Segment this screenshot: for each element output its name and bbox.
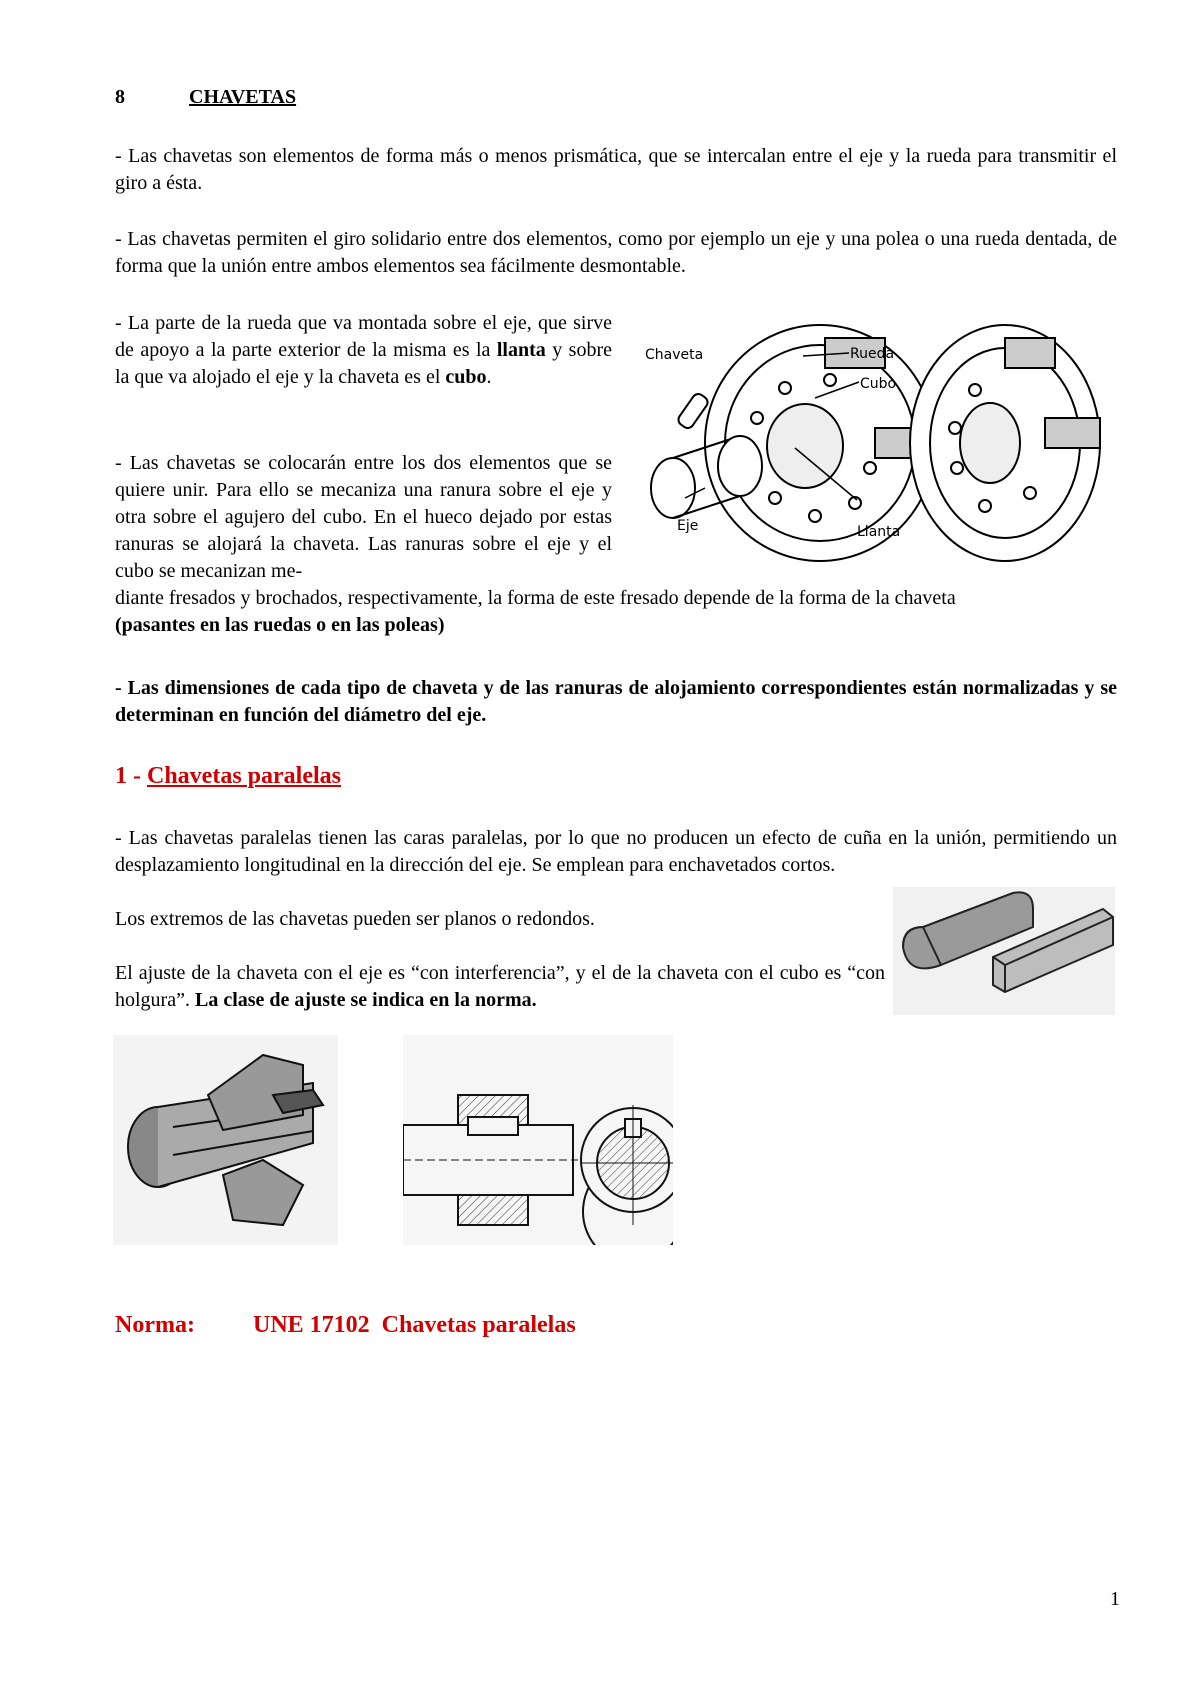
norma-line [115, 1312, 576, 1339]
label-cubo: Cubo [860, 376, 897, 392]
ajuste-note: La clase de ajuste se indica en la norma. [194, 989, 537, 1011]
paragraph-paralelas: - Las chavetas paralelas tienen las caras paralelas, por lo que no producen un efecto de cuña en la unión, permitiendo un desplazamiento longitudinal en la dirección del eje. Se emplean para enchavetados cortos. [115, 827, 1117, 876]
paragraph-2: - Las chavetas permiten el giro solidario entre dos elementos, como por ejemplo un eje y una polea o una rueda dentada, de forma que la unión entre ambos elementos sea fácilmente desmontable. [115, 228, 1117, 277]
parallel-keys-illustration [893, 887, 1115, 1015]
section-name: Chavetas paralelas [147, 763, 341, 789]
norma-value: UNE 17102 Chavetas paralelas [253, 1312, 576, 1338]
label-rueda: Rueda [850, 346, 895, 362]
label-chaveta: Chaveta [645, 347, 704, 363]
paragraph-normalizadas: - Las dimensiones de cada tipo de chaveta y de las ranuras de alojamiento correspondientes están normalizadas y se determinan en función del diámetro del eje. [115, 677, 1117, 726]
paragraph-pasantes: (pasantes en las ruedas o en las poleas) [115, 614, 445, 636]
label-llanta: Llanta [857, 524, 901, 540]
key-cross-section-drawing [403, 1035, 673, 1245]
section-title [115, 763, 341, 790]
term-llanta: llanta [496, 339, 546, 361]
paragraph-fresado: diante fresados y brochados, respectivamente, la forma de este fresado depende de la forma de la chaveta [115, 587, 956, 609]
paragraph-1: - Las chavetas son elementos de forma más o menos prismática, que se intercalan entre el eje y la rueda para transmitir el giro a ésta. [115, 145, 1117, 194]
wheel-key-diagram [645, 318, 1115, 568]
paragraph-llanta-cubo: - La parte de la rueda que va montada sobre el eje, que sirve de apoyo a la parte exterior de la misma es la llanta y sobre la que va alojado el eje y la chaveta es el cubo. [115, 312, 612, 388]
chapter-number: 8 [115, 86, 125, 108]
term-cubo: cubo [445, 366, 487, 388]
chapter-heading [115, 86, 296, 109]
label-eje: Eje [677, 518, 699, 534]
assembled-shaft-illustration [113, 1035, 338, 1245]
chapter-title: CHAVETAS [189, 86, 297, 108]
paragraph-ranuras: - Las chavetas se colocarán entre los dos elementos que se quiere unir. Para ello se mecaniza una ranura sobre el eje y otra sobre el agujero del cubo. En el hueco dejado por estas ranuras se alojará la chaveta. Las ranuras sobre el eje y el cubo se mecanizan me- [115, 452, 612, 582]
paragraph-extremos: Los extremos de las chavetas pueden ser planos o redondos. [115, 908, 595, 930]
page-number: 1 [1110, 1588, 1120, 1610]
paragraph-ajuste: El ajuste de la chaveta con el eje es “con interferencia”, y el de la chaveta con el cubo es “con holgura”. La clase de ajuste se indica en la norma. [115, 962, 885, 1011]
norma-label: Norma: [115, 1312, 195, 1338]
section-number: 1 - [115, 763, 147, 789]
